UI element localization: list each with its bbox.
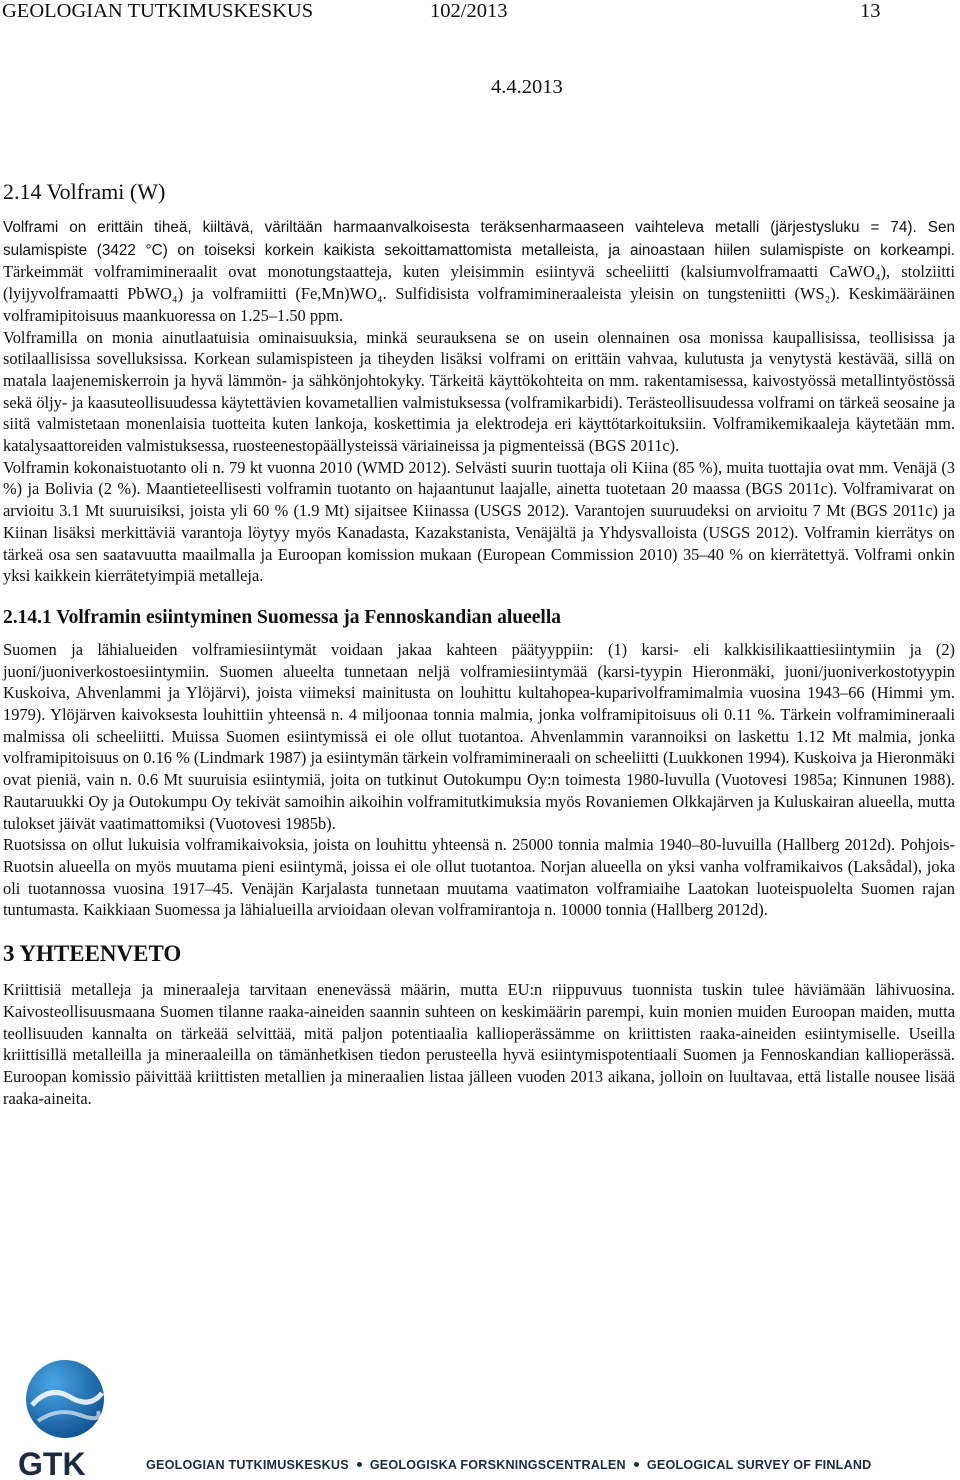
paragraph: Suomen ja lähialueiden volframiesiintymät voidaan jakaa kahteen päätyyppiin: (1) karsi- eli kalkkisilikaattiesiintymiin ja (2) juoni/juoniverkostoesiintymiin. Suomen alueelta tunnetaan neljä volframiesiintymää (karsi-tyypin Hieronmäki, juoni/juoniverkostotyypin Kuskoiva, Ahvenlammi ja Ylöjärvi), joista viimeksi mainitusta on louhittu kultahopea-kuparivolframimalmia vuosina 1943–66 (Himmi ym. 1979). Ylöjärven kaivoksesta louhittiin yhteensä n. 4 miljoonaa tonnia malmia, jonka volframipitoisuus oli 0.11 %. Tärkein volframimineraali malmissa oli scheeliitti. Muissa Suomen esiintymissä ei ole ollut tuotantoa. Ahvenlammin varannoiksi on laskettu 1.12 Mt malmia, jonka volframipitoisuus on 0.16 % (Lindmark 1987) ja esiintymän tärkein volframimineraali on scheeliitti (Luukkonen 1994). Kuskoiva ja Hieronmäki ovat pieniä, vain n. 0.6 Mt suuruisia esiintymiä, joita on tutkinut Outokumpu Oy:n toimesta 1980-luvulla (Vuotovesi 1985a; Kinnunen 1988). Rautaruukki Oy ja Outokumpu Oy tekivät samoihin aikoihin volframitutkimuksia myös Rovaniemen Olkkajärven ja Kuluskairan alueella, mutta tulokset jäivät vaatimattomiksi (Vuotovesi 1985b). [3,639,955,833]
paragraph-part: Tärkeimmät volframimineraalit ovat monotungstaatteja, kuten yleisimmin esiintyvä scheeliitti (kalsiumvolframaatti CaWO₄), stolziitti (lyijyvolframaatti PbWO₄) ja volframiitti (Fe,Mn)WO₄. Sulfidisista volframimineraaleista yleisin on tungsteniitti (WS₂). Keskimääräinen volframipitoisuus maankuoressa on 1.25–1.50 ppm. [3,262,955,325]
footer-org-en: GEOLOGICAL SURVEY OF FINLAND [646,1458,872,1472]
paragraph: Ruotsissa on ollut lukuisia volframikaivoksia, joista on louhittu yhteensä n. 25000 tonnia malmia 1940–80-luvuilla (Hallberg 2012d). Pohjois-Ruotsin alueella on myös muutama pieni esiintymä, joissa ei ole ollut tuotantoa. Norjan alueella on yksi vanha volframikaivos (Laksådal), joka oli tuotannossa vuosina 1917–45. Venäjän Karjalasta tunnetaan muutama vaatimaton volframiaihe Laatokan luoteispuolelta Suomen rajan tuntumasta. Kaikkiaan Suomessa ja lähialueilla arvioidaan olevan volframirantoja n. 10000 tonnia (Hallberg 2012d). [3,835,955,920]
subsection-heading: 2.14.1 Volframin esiintyminen Suomessa ja Fennoskandian alueella [3,606,561,628]
paragraph: Volframin kokonaistuotanto oli n. 79 kt vuonna 2010 (WMD 2012). Selvästi suurin tuottaja oli Kiina (85 %), muita tuottajia ovat mm. Venäjä (3 %) ja Bolivia (2 %). Maantieteellisesti volframin tuotanto on hajaantunut laajalle, ainetta tuotetaan 20 maassa (BGS 2011c). Volframivarat on arvioitu 3.1 Mt suuruisiksi, joista yli 60 % (1.9 Mt) sijaitsee Kiinassa (USGS 2012). Varantojen suuruudeksi on arvioitu 7 Mt (BGS 2011c) ja Kiinan lisäksi merkittäviä varantoja löytyy myös Kanadasta, Kazakstanista, Venäjältä ja Yhdysvalloista (USGS 2012). Volframin kierrätys on tärkeä osa sen saatavuutta maailmalla ja Euroopan komission mukaan (European Commission 2010) 35–40 % on kierrätettyä. Volframi onkin yksi kaikkein kierrätetyimpiä metalleja. [3,457,955,586]
separator-dot-icon [357,1462,362,1467]
section-heading-volframi: 2.14 Volframi (W) [3,179,166,204]
paragraph: Volframilla on monia ainutlaatuisia ominaisuuksia, minkä seurauksena se on usein olennainen osa monissa kaupallisissa, teollisissa ja sotilaallisissa sovelluksissa. Korkean sulamispisteen ja tiheyden lisäksi volframi on erittäin vahvaa, kulutusta ja venytystä kestävää, sillä on matala laajenemiskerroin ja hyvä lämmön- ja sähkönjohtokyky. Tärkeitä käyttökohteita on mm. rakentamisessa, kaivostyössä metallintyöstössä sekä öljy- ja kaasuteollisuudessa käytettävien kovametallien valmistuksessa (volframikarbidi). Terästeollisuudessa volframi on tärkeä seosaine ja siitä valmistetaan monenlaisia tuotteita kuten lankoja, koskettimia ja elektrodeja eri käyttötarkoituksiin. Volframikemikaaleja käytetään mm. katalysaattoreiden valmistuksessa, ruosteenestopäällysteissä väriaineissa ja pigmenteissä (BGS 2011c). [3,327,955,456]
gtk-logo-text: GTK [18,1446,86,1480]
gtk-logo-icon [10,1355,120,1480]
header-org: GEOLOGIAN TUTKIMUSKESKUS [2,0,314,22]
separator-dot-icon [634,1462,639,1467]
header-report-number: 102/2013 [430,0,508,22]
paragraph-sans-part: Volframi on erittäin tiheä, kiiltävä, väriltään harmaanvalkoisesta teräksenharmaaseen vaihteleva metalli (järjestysluku = 74). Sen sulamispiste (3422 °C) on toiseksi korkein kaikista sekoittamattomista metalleista, ja ainoastaan hiilen sulamispiste on korkeampi. [3,219,955,259]
document-body [3,178,955,1109]
page-footer [0,1355,960,1480]
section-heading-yhteenveto: 3 YHTEENVETO [3,941,182,967]
paragraph: Kriittisiä metalleja ja mineraaleja tarvitaan enenevässä määrin, mutta EU:n riippuvuus tuonnista tuskin tulee häviämään lähivuosina. Kaivosteollisuusmaana Suomen tilanne raaka-aineiden saannin suhteen on keskimäärin parempi, kuin monien muiden Euroopan maiden, mutta teollisuuden kannalta on tärkeää selvittää, mitä paljon potentiaalia kallioperässämme on kriittisten raaka-aineiden esiintymiselle. Useilla kriittisillä metalleilla ja mineraaleilla on tämänhetkisen tiedon perusteella hyvä esiintymispotentiaali Suomen ja Fennoskandian kallioperässä. Euroopan komissio päivittää kriittisten metallien ja mineraalien listaa jälleen vuoden 2013 aikana, jolloin on luultavaa, että listalle nousee lisää raaka-aineita. [3,980,955,1108]
header-page-number: 13 [860,0,881,22]
paragraph [3,216,955,327]
header-date: 4.4.2013 [491,76,563,98]
footer-org-fi: GEOLOGIAN TUTKIMUSKESKUS [146,1458,349,1472]
footer-organizations [146,1458,871,1472]
footer-org-sv: GEOLOGISKA FORSKNINGSCENTRALEN [369,1458,626,1472]
